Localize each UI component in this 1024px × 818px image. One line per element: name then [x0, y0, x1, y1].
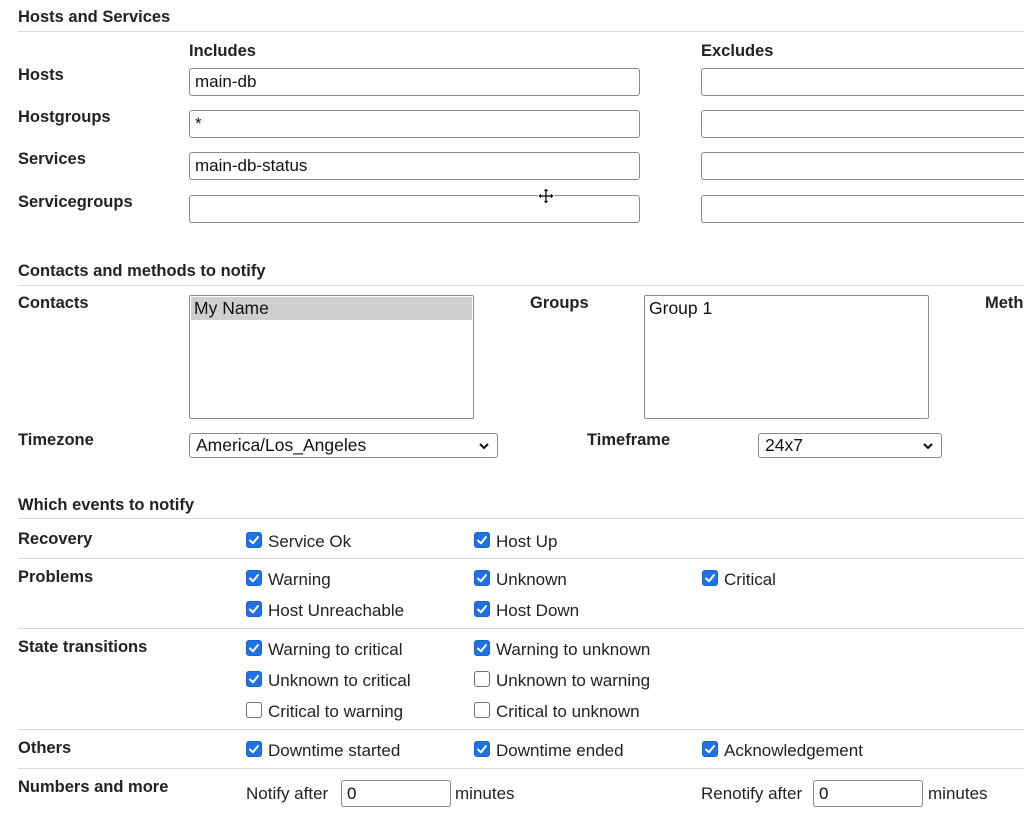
includes-heading: Includes: [189, 42, 256, 60]
host-down-checkbox[interactable]: [474, 601, 490, 617]
unknown-to-warning-checkbox[interactable]: [474, 671, 490, 687]
divider: [18, 31, 1024, 32]
warning-checkbox[interactable]: [246, 570, 262, 586]
divider: [18, 729, 1024, 730]
checkmark-icon: [704, 572, 716, 584]
warning-to-critical-label: Warning to critical: [268, 640, 403, 659]
renotify-minutes-label: minutes: [928, 784, 988, 803]
critical-to-warning-checkbox[interactable]: [246, 702, 262, 718]
warning-to-critical-checkbox[interactable]: [246, 640, 262, 656]
timezone-select[interactable]: [189, 433, 498, 458]
methods-label: Meth: [985, 294, 1024, 312]
host-unreachable-checkbox[interactable]: [246, 601, 262, 617]
renotify-after-label: Renotify after: [701, 784, 803, 803]
divider: [18, 285, 1024, 286]
services-label: Services: [18, 150, 86, 168]
chevron-down-icon: [922, 435, 934, 455]
timeframe-value: 24x7: [765, 435, 803, 455]
checkmark-icon: [248, 534, 260, 546]
downtime-ended-label: Downtime ended: [496, 741, 624, 760]
critical-checkbox[interactable]: [702, 570, 718, 586]
service-ok-checkbox[interactable]: [246, 532, 262, 548]
checkmark-icon: [248, 572, 260, 584]
warning-to-unknown-checkbox[interactable]: [474, 640, 490, 656]
critical-to-unknown-checkbox[interactable]: [474, 702, 490, 718]
divider: [18, 558, 1024, 559]
groups-option[interactable]: Group 1: [649, 298, 713, 318]
contacts-listbox[interactable]: [189, 295, 474, 419]
unknown-to-critical-label: Unknown to critical: [268, 671, 411, 690]
critical-to-warning-label: Critical to warning: [268, 702, 404, 721]
renotify-after-input[interactable]: [813, 780, 923, 807]
critical-to-unknown-label: Critical to unknown: [496, 702, 640, 721]
acknowledgement-checkbox[interactable]: [702, 741, 718, 757]
servicegroups-exclude-input[interactable]: [701, 195, 1024, 223]
servicegroups-label: Servicegroups: [18, 193, 133, 211]
services-exclude-input[interactable]: [701, 152, 1024, 180]
timeframe-select[interactable]: [758, 433, 942, 458]
service-ok-label: Service Ok: [268, 532, 352, 551]
downtime-started-checkbox[interactable]: [246, 741, 262, 757]
unknown-label: Unknown: [496, 570, 567, 589]
timeframe-label: Timeframe: [587, 431, 671, 449]
critical-label: Critical: [724, 570, 776, 589]
divider: [18, 628, 1024, 629]
notify-after-input[interactable]: [341, 780, 451, 807]
hostgroups-label: Hostgroups: [18, 108, 111, 126]
problems-label: Problems: [18, 568, 94, 586]
notify-after-label: Notify after: [246, 784, 329, 803]
section-title-contacts: Contacts and methods to notify: [18, 262, 266, 280]
host-down-label: Host Down: [496, 601, 580, 620]
checkmark-icon: [248, 743, 260, 755]
hosts-label: Hosts: [18, 66, 64, 84]
groups-listbox[interactable]: [644, 295, 929, 419]
divider: [18, 518, 1024, 519]
downtime-started-label: Downtime started: [268, 741, 401, 760]
section-title-events: Which events to notify: [18, 496, 195, 514]
checkmark-icon: [476, 743, 488, 755]
checkmark-icon: [248, 642, 260, 654]
chevron-down-icon: [478, 435, 490, 455]
contacts-option[interactable]: My Name: [191, 297, 472, 320]
checkmark-icon: [248, 673, 260, 685]
services-include-input[interactable]: [189, 152, 640, 180]
numbers-label: Numbers and more: [18, 778, 169, 796]
state-transitions-label: State transitions: [18, 638, 148, 656]
hosts-exclude-input[interactable]: [701, 68, 1024, 96]
divider: [18, 768, 1024, 769]
groups-label: Groups: [530, 294, 589, 312]
section-title-hosts-services: Hosts and Services: [18, 8, 171, 26]
warning-label: Warning: [268, 570, 331, 589]
servicegroups-include-input[interactable]: [189, 195, 640, 223]
excludes-heading: Excludes: [701, 42, 774, 60]
acknowledgement-label: Acknowledgement: [724, 741, 863, 760]
hosts-include-input[interactable]: [189, 68, 640, 96]
host-up-checkbox[interactable]: [474, 532, 490, 548]
timezone-value: America/Los_Angeles: [196, 435, 367, 455]
unknown-to-warning-label: Unknown to warning: [496, 671, 651, 690]
checkmark-icon: [248, 603, 260, 615]
host-up-label: Host Up: [496, 532, 558, 551]
move-cursor-icon: [537, 187, 555, 205]
checkmark-icon: [476, 534, 488, 546]
checkmark-icon: [476, 572, 488, 584]
timezone-label: Timezone: [18, 431, 94, 449]
others-label: Others: [18, 739, 72, 757]
checkmark-icon: [704, 743, 716, 755]
downtime-ended-checkbox[interactable]: [474, 741, 490, 757]
unknown-checkbox[interactable]: [474, 570, 490, 586]
contacts-label: Contacts: [18, 294, 89, 312]
notify-minutes-label: minutes: [455, 784, 515, 803]
checkmark-icon: [476, 603, 488, 615]
hostgroups-exclude-input[interactable]: [701, 110, 1024, 138]
recovery-label: Recovery: [18, 530, 93, 548]
hostgroups-include-input[interactable]: [189, 110, 640, 138]
warning-to-unknown-label: Warning to unknown: [496, 640, 651, 659]
host-unreachable-label: Host Unreachable: [268, 601, 405, 620]
checkmark-icon: [476, 642, 488, 654]
unknown-to-critical-checkbox[interactable]: [246, 671, 262, 687]
